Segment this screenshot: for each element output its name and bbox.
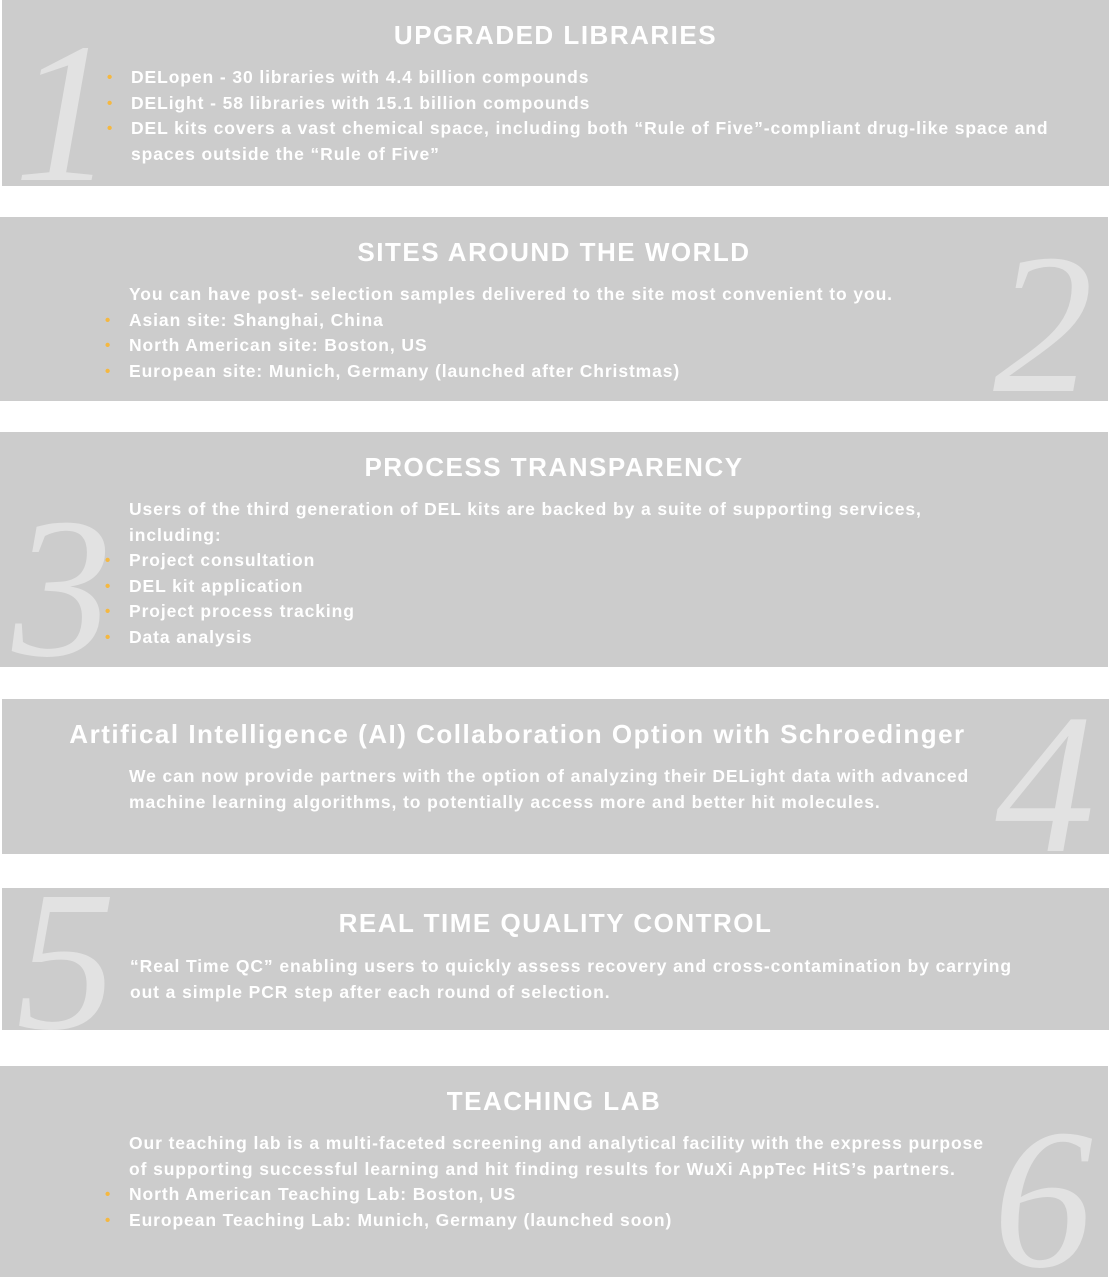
section-body [130, 954, 1030, 1005]
bullet-list [129, 548, 1009, 650]
section-intro: You can have post- selection samples delivered to the site most convenient to you. [129, 284, 893, 304]
list-item: • Asian site: Shanghai, China [129, 308, 1029, 334]
section-title: TEACHING LAB [446, 1086, 662, 1116]
section-upgraded-libraries [2, 0, 1109, 186]
section-intro: We can now provide partners with the option of analyzing their DELight data with advanced machine learning algorithms, to potentially access more and better hit molecules. [129, 766, 970, 812]
section-number-3: 3 [12, 478, 112, 667]
list-item: • European Teaching Lab: Munich, Germany (launched soon) [129, 1208, 989, 1234]
section-real-time-quality-control [2, 888, 1109, 1030]
section-title: REAL TIME QUALITY CONTROL [338, 908, 773, 938]
section-intro: Our teaching lab is a multi-faceted screening and analytical facility with the express purpose of supporting successful learning and hit finding results for WuXi AppTec HitS’s partners. [129, 1133, 984, 1179]
section-number-4: 4 [995, 699, 1095, 854]
list-item: • North American Teaching Lab: Boston, US [129, 1182, 989, 1208]
list-item: • DELight - 58 libraries with 15.1 billion compounds [131, 91, 1106, 117]
section-body [131, 65, 1106, 167]
section-intro: Users of the third generation of DEL kits are backed by a suite of supporting services, including: [129, 499, 922, 545]
section-sites-around-the-world [0, 217, 1108, 401]
section-body [129, 497, 1009, 650]
list-item: • DEL kits covers a vast chemical space, including both “Rule of Five”-compliant drug-like space and spaces outside the “Rule of Five” [131, 116, 1106, 167]
list-item: • Project consultation [129, 548, 1009, 574]
section-title: SITES AROUND THE WORLD [357, 237, 751, 267]
section-intro: “Real Time QC” enabling users to quickly assess recovery and cross-contamination by carrying out a simple PCR step after each round of selection. [130, 956, 1012, 1002]
section-number-6: 6 [993, 1089, 1093, 1277]
section-body [129, 764, 989, 815]
list-item: • North American site: Boston, US [129, 333, 1029, 359]
section-title: PROCESS TRANSPARENCY [364, 452, 744, 482]
list-item: • Project process tracking [129, 599, 1009, 625]
section-ai-collaboration [2, 699, 1109, 854]
bullet-list [129, 308, 1029, 385]
section-title: Artifical Intelligence (AI) Collaboration Option with Schroedinger [69, 719, 966, 749]
section-number-5: 5 [16, 888, 116, 1030]
section-number-2: 2 [993, 217, 1093, 401]
list-item: • DEL kit application [129, 574, 1009, 600]
section-number-1: 1 [14, 3, 114, 186]
list-item: • Data analysis [129, 625, 1009, 651]
section-teaching-lab [0, 1066, 1108, 1277]
list-item: • DELopen - 30 libraries with 4.4 billion compounds [131, 65, 1106, 91]
section-title: UPGRADED LIBRARIES [393, 20, 718, 50]
section-body [129, 282, 1029, 384]
section-body [129, 1131, 989, 1233]
section-process-transparency [0, 432, 1108, 667]
bullet-list [131, 65, 1106, 167]
list-item: • European site: Munich, Germany (launched after Christmas) [129, 359, 1029, 385]
bullet-list [129, 1182, 989, 1233]
